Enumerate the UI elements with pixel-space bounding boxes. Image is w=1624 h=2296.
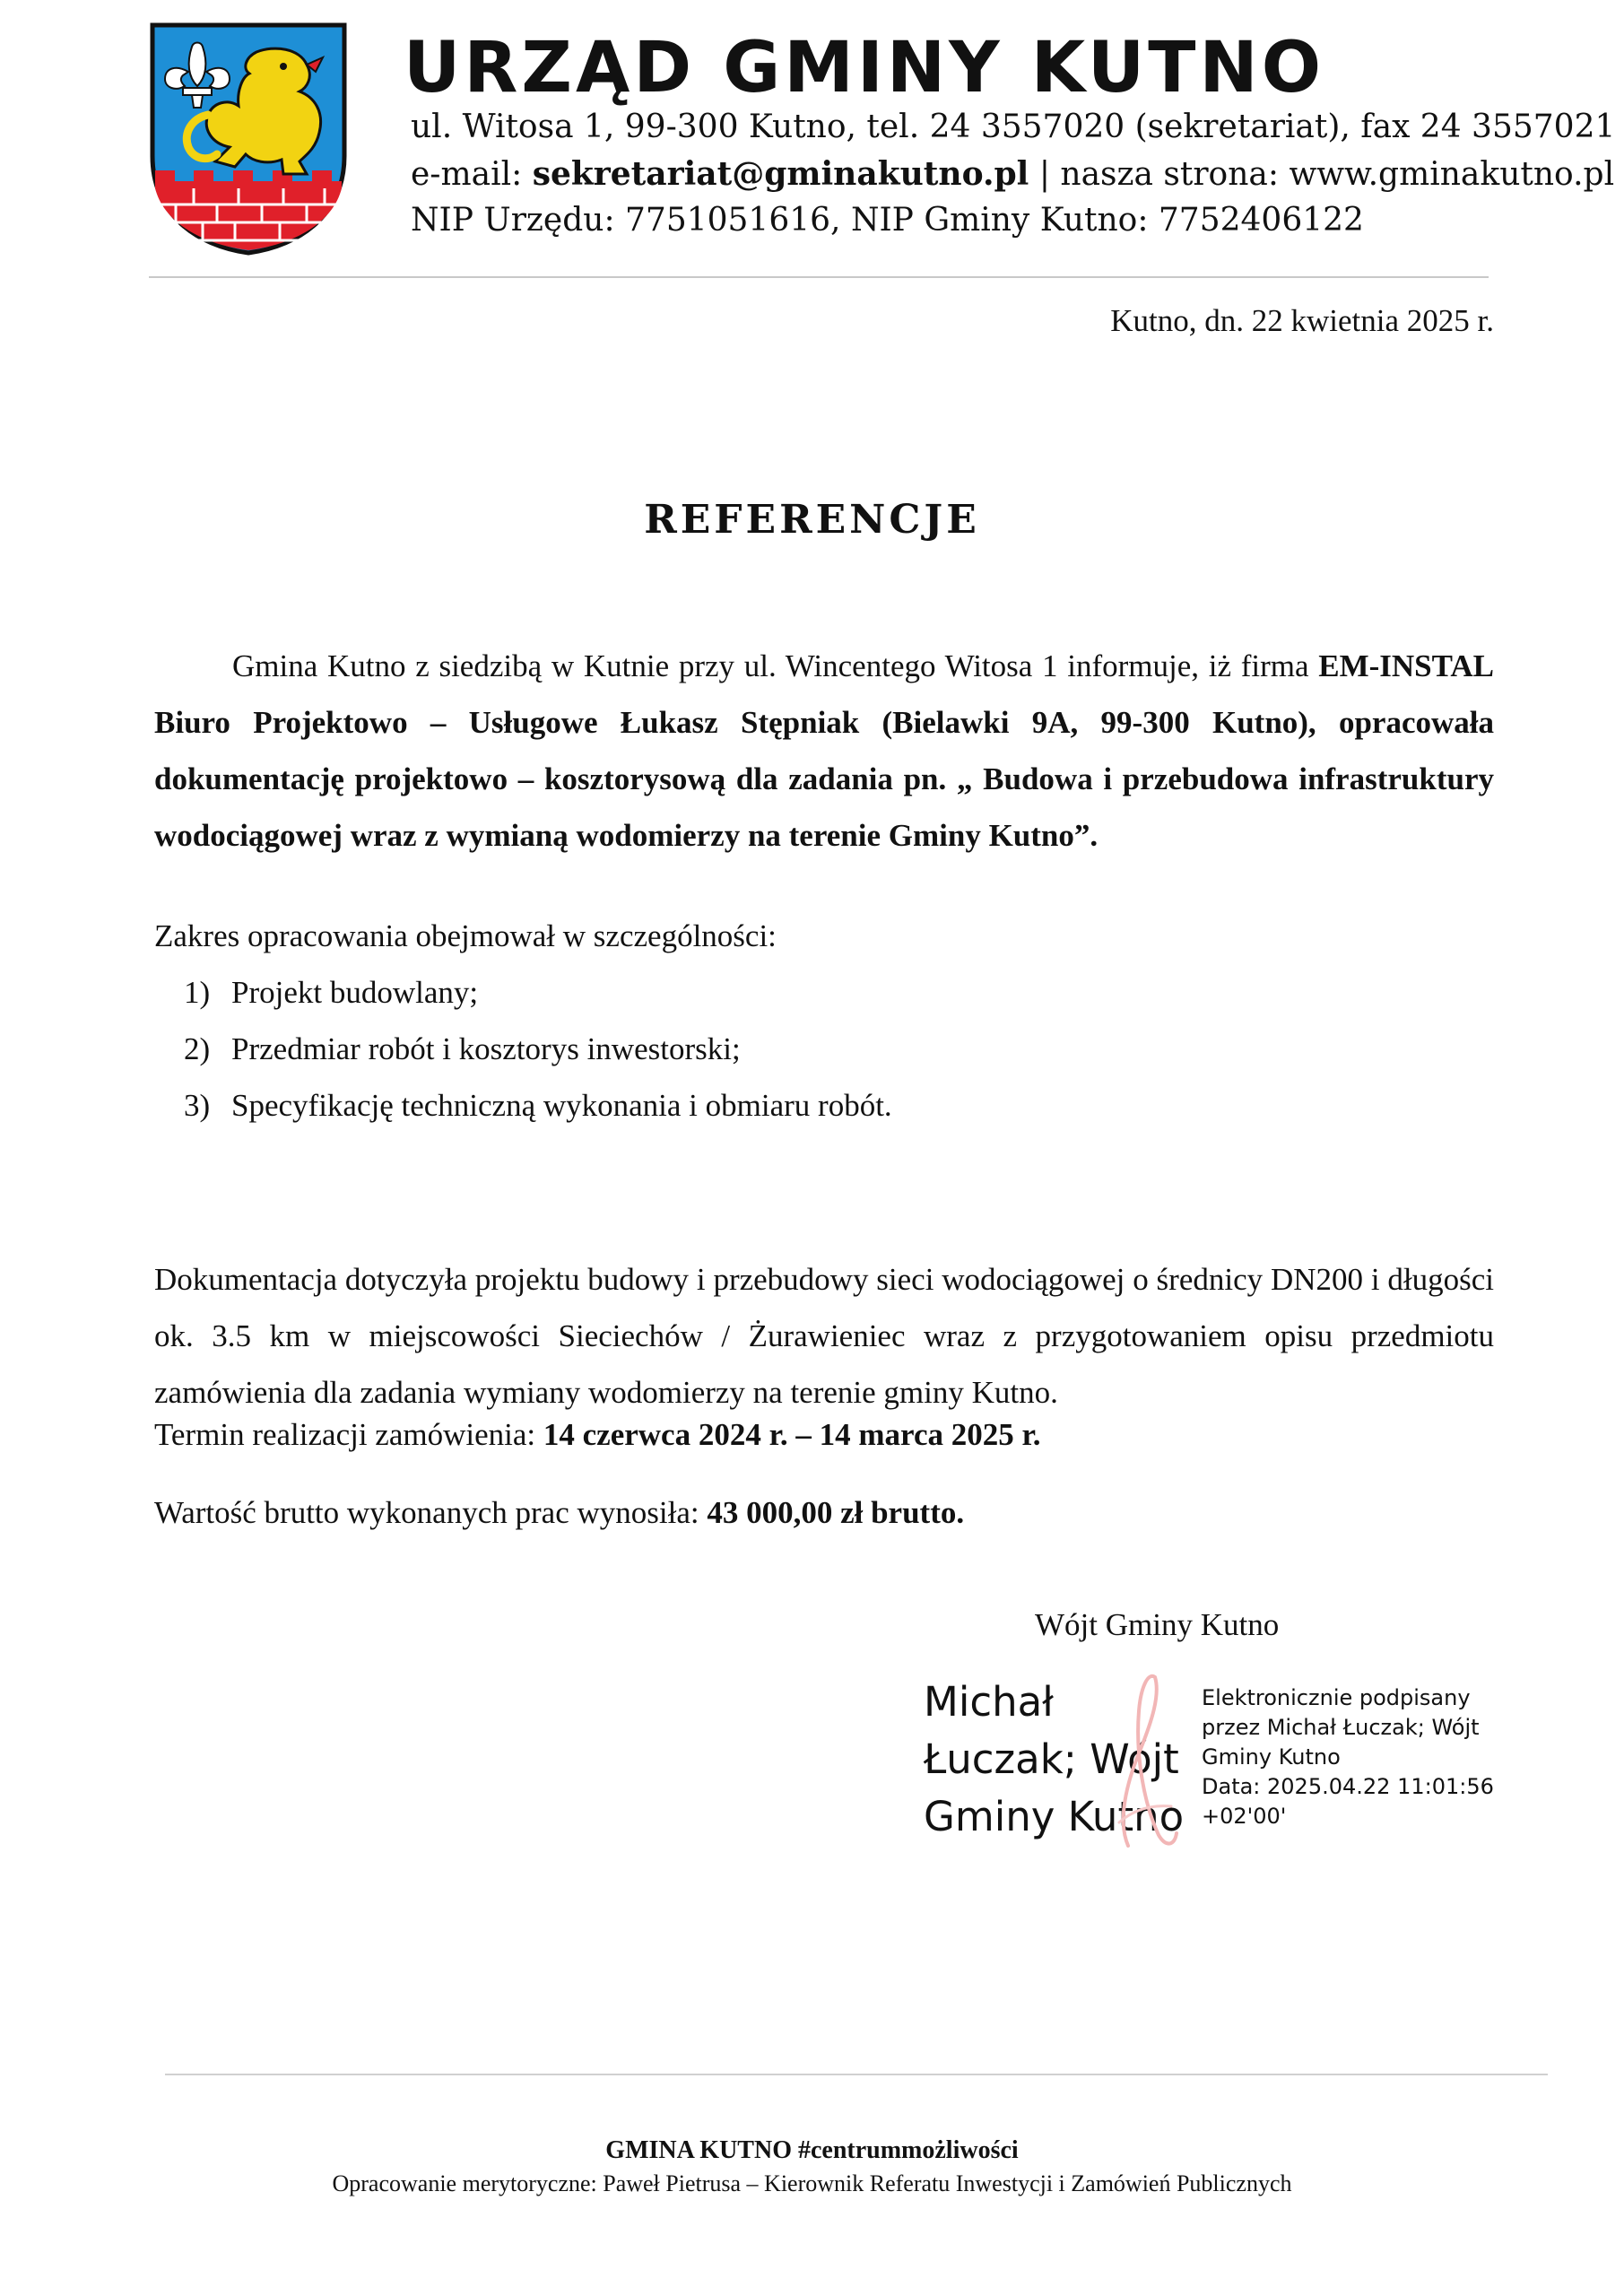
email-label: e-mail: [411,156,523,193]
document-title: REFERENCJE [644,497,980,543]
website-link[interactable]: www.gminakutno.pl [1289,156,1615,193]
signer-role: Wójt Gminy Kutno [1035,1607,1280,1642]
list-item-text: Projekt budowlany; [231,975,479,1010]
footer-divider [165,2074,1548,2075]
details-paragraph: Dokumentacja dotyczyła projektu budowy i przebudowy sieci wodociągowej o średnicy DN200 i długości ok. 3.5 km w miejscowości Sieciechów / Żurawieniec wraz z przygotowaniem opisu przedmiotu zamówienia dla zadania wymiany wodomierzy na terenie gminy Kutno. [154,1262,1494,1410]
value-line [154,1493,964,1533]
handwritten-signature-mark [1101,1670,1186,1858]
org-name: URZĄD GMINY KUTNO [404,28,1325,109]
scope-lead: Zakres opracowania obejmował w szczególności: [154,918,777,953]
list-item-text: Przedmiar robót i kosztorys inwestorski; [231,1031,741,1066]
nip-line: NIP Urzędu: 7751051616, NIP Gminy Kutno: 7752406122 [411,202,1364,239]
list-item [184,973,892,1030]
intro-text: Gmina Kutno z siedzibą w Kutnie przy ul. Wincentego Witosa 1 informuje, iż firma [232,648,1319,683]
list-item-number: 2) [184,1031,211,1066]
signature-detail-line: przez Michał Łuczak; Wójt [1202,1715,1480,1740]
signature-name-line: Michał [924,1678,1054,1726]
coat-of-arms-icon [149,22,348,257]
value-amount: 43 000,00 zł brutto. [707,1495,965,1530]
signature-name-line: Łuczak; Wójt [924,1735,1179,1783]
email-link[interactable]: sekretariat@gminakutno.pl [532,155,1029,193]
signature-detail-line: Elektronicznie podpisany [1202,1685,1471,1710]
term-value: 14 czerwca 2024 r. – 14 marca 2025 r. [543,1417,1041,1452]
list-item [184,1030,892,1086]
header-divider [149,276,1489,278]
address-line: ul. Witosa 1, 99-300 Kutno, tel. 24 3557020 (sekretariat), fax 24 3557021 [411,109,1616,145]
signature-detail-line: Gminy Kutno [1202,1744,1341,1770]
term-line [154,1415,1041,1455]
intro-bold-text: EM-INSTAL Biuro Projektowo – Usługowe Łukasz Stępniak (Bielawki 9A, 99-300 Kutno), opracowała dokumentację projektowo – kosztorysową dla zadania pn. „ Budowa i przebudowa infrastruktury wodociągowej wraz z wymianą wodomierzy na terenie Gminy Kutno”. [154,648,1494,853]
signature-name-line: Gminy Kutno [924,1793,1185,1840]
website-label: | nasza strona: [1038,156,1279,193]
signature-details [1202,1683,1498,1831]
signature-detail-line: Data: 2025.04.22 11:01:56 [1202,1774,1494,1799]
signature-detail-line: +02'00' [1202,1804,1287,1829]
date-line: Kutno, dn. 22 kwietnia 2025 r. [1110,303,1494,338]
list-item-number: 3) [184,1088,211,1123]
list-item [184,1086,892,1143]
term-label: Termin realizacji zamówienia: [154,1417,536,1452]
footer-credit: Opracowanie merytoryczne: Paweł Pietrusa – Kierownik Referatu Inwestycji i Zamówień Publicznych [332,2170,1292,2196]
list-item-text: Specyfikację techniczną wykonania i obmiaru robót. [231,1088,892,1123]
intro-paragraph [154,638,1494,864]
list-item-number: 1) [184,975,211,1010]
footer-title: GMINA KUTNO #centrummożliwości [605,2136,1019,2164]
scope-list [184,973,892,1143]
contact-line [411,152,1614,196]
value-label: Wartość brutto wykonanych prac wynosiła: [154,1495,699,1530]
